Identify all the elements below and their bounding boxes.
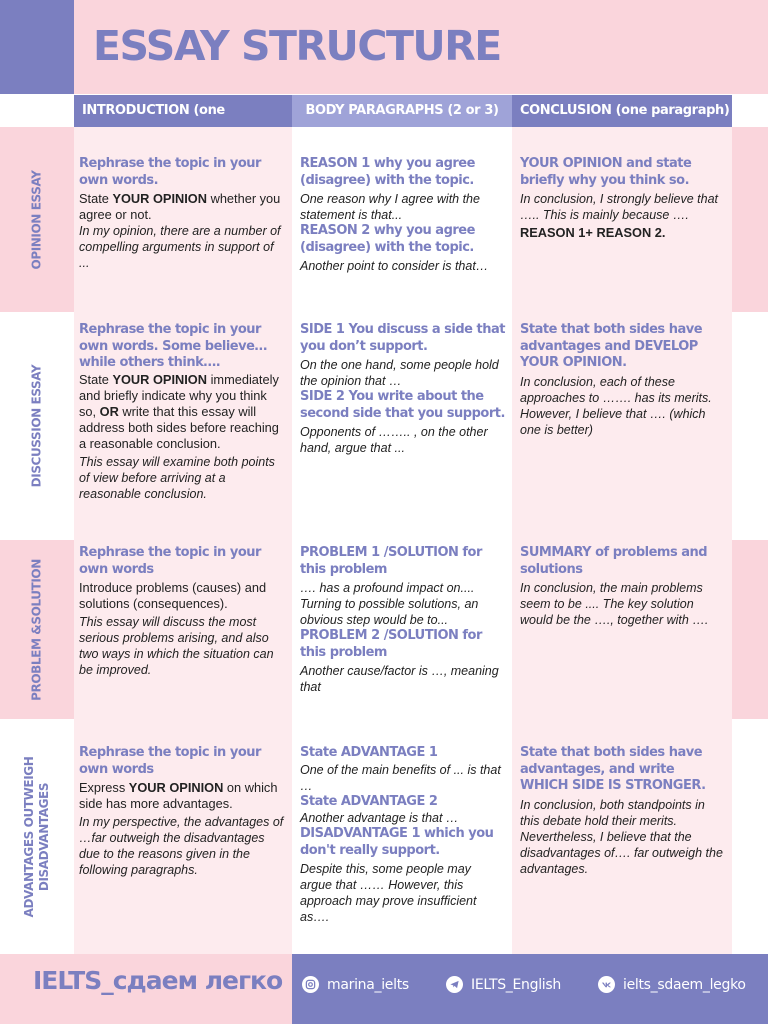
advantages-body-cell: [300, 745, 506, 925]
right-strip: [732, 127, 768, 312]
cell-example: Another cause/factor is …, meaning that: [300, 664, 499, 694]
cell-heading: Rephrase the topic in your own words: [79, 545, 261, 577]
cell-heading: State that both sides have advantages, and write WHICH SIDE IS STRONGER.: [520, 745, 706, 793]
title-corner-block: [0, 0, 74, 94]
social-telegram-link[interactable]: [446, 976, 561, 993]
cell-text: State YOUR OPINION immediately and briefly indicate why you think so, OR write that this essay will address both sides before reaching a reasonable conclusion.: [79, 371, 279, 451]
cell-heading: Rephrase the topic in your own words.: [79, 156, 261, 188]
cell-example: On the one hand, some people hold the opinion that …: [300, 358, 499, 388]
cell-example: In conclusion, the main problems seem to be .... The key solution would be the …., together with ….: [520, 581, 709, 627]
cell-heading: PROBLEM 2 /SOLUTION for this problem: [300, 628, 482, 660]
cell-heading: State ADVANTAGE 2: [300, 793, 438, 809]
cell-example: This essay will discuss the most serious problems arising, and also two ways in which the situation can be improved.: [79, 615, 274, 677]
cell-text: Introduce problems (causes) and solutions (consequences).: [79, 580, 267, 611]
cell-example: In conclusion, each of these approaches to ……. has its merits. However, I believe that …. (which one is better): [520, 374, 712, 437]
header-conclusion: CONCLUSION (one paragraph): [512, 95, 732, 127]
social-label: IELTS_English: [471, 976, 561, 993]
social-vk-link[interactable]: [598, 976, 746, 993]
vk-icon: [598, 976, 615, 993]
row-label-advantages: ADVANTAGES OUTWEIGH DISADVANTAGES: [0, 719, 74, 954]
cell-heading: YOUR OPINION and state briefly why you think so.: [520, 156, 692, 188]
cell-example: This essay will examine both points of view before arriving at a reasonable conclusion.: [79, 454, 275, 501]
cell-heading: Rephrase the topic in your own words. Some believe… while others think….: [79, 322, 267, 370]
discussion-body-cell: [300, 322, 506, 456]
problem-body-cell: [300, 545, 506, 695]
cell-example: One of the main benefits of ... is that …: [300, 762, 501, 793]
cell-example: Opponents of …….. , on the other hand, argue that ...: [300, 425, 488, 455]
brand-name: IELTS_сдаем легко: [33, 966, 283, 995]
discussion-intro-cell: [79, 322, 287, 502]
advantages-intro-cell: [79, 745, 287, 878]
page-title: ESSAY STRUCTURE: [93, 22, 501, 70]
cell-heading: REASON 2 why you agree (disagree) with the topic.: [300, 223, 475, 255]
discussion-conclusion-cell: [520, 322, 726, 438]
cell-example: In my opinion, there are a number of compelling arguments in support of ...: [79, 224, 281, 270]
instagram-icon: [302, 976, 319, 993]
cell-example: In conclusion, I strongly believe that ….. This is mainly because ….: [520, 192, 719, 222]
cell-example: One reason why I agree with the statement is that...: [300, 192, 480, 222]
cell-text: REASON 1+ REASON 2.: [520, 225, 666, 240]
cell-text: State YOUR OPINION whether you agree or not.: [79, 191, 281, 222]
right-strip: [732, 94, 768, 127]
telegram-icon: [446, 976, 463, 993]
cell-heading: REASON 1 why you agree (disagree) with the topic.: [300, 156, 475, 188]
social-label: ielts_sdaem_legko: [623, 976, 746, 993]
advantages-conclusion-cell: [520, 745, 726, 877]
cell-heading: State ADVANTAGE 1: [300, 745, 438, 760]
problem-intro-cell: [79, 545, 287, 678]
cell-example: In conclusion, both standpoints in this debate hold their merits. Nevertheless, I believe that the disadvantages of…. far outweigh the advantages.: [520, 797, 723, 876]
row-label-discussion: DISCUSSION ESSAY: [0, 312, 74, 540]
cell-example: …. has a profound impact on.... Turning to possible solutions, an obvious step would be to...: [300, 581, 479, 627]
cell-heading: State that both sides have advantages and DEVELOP YOUR OPINION.: [520, 322, 703, 370]
opinion-conclusion-cell: [520, 156, 726, 241]
header-body-paragraphs: BODY PARAGRAPHS (2 or 3): [292, 95, 512, 127]
social-instagram-link[interactable]: [302, 976, 409, 993]
cell-heading: PROBLEM 1 /SOLUTION for this problem: [300, 545, 482, 577]
cell-example: In my perspective, the advantages of …far outweigh the disadvantages due to the reasons given in the following paragraphs.: [79, 815, 284, 877]
social-label: marina_ielts: [327, 976, 409, 993]
right-strip: [732, 719, 768, 954]
cell-heading: Rephrase the topic in your own words: [79, 745, 261, 777]
cell-heading: SUMMARY of problems and solutions: [520, 545, 708, 577]
cell-heading: SIDE 2 You write about the second side that you support.: [300, 389, 505, 421]
right-strip: [732, 312, 768, 540]
cell-example: Another point to consider is that…: [300, 259, 489, 273]
opinion-intro-cell: [79, 156, 287, 271]
cell-example: Despite this, some people may argue that …… However, this approach may prove insufficient as….: [300, 862, 477, 924]
right-strip: [732, 540, 768, 719]
row-label-opinion: OPINION ESSAY: [0, 127, 74, 312]
cell-example: Another advantage is that …: [300, 811, 459, 825]
problem-conclusion-cell: [520, 545, 726, 628]
opinion-body-cell: [300, 156, 506, 274]
cell-heading: SIDE 1 You discuss a side that you don’t support.: [300, 322, 505, 354]
header-introduction: INTRODUCTION (one: [74, 95, 292, 127]
row-label-problem-solution: PROBLEM &SOLUTION: [0, 540, 74, 719]
cell-text: Express YOUR OPINION on which side has more advantages.: [79, 780, 278, 811]
cell-heading: DISADVANTAGE 1 which you don't really support.: [300, 826, 494, 858]
